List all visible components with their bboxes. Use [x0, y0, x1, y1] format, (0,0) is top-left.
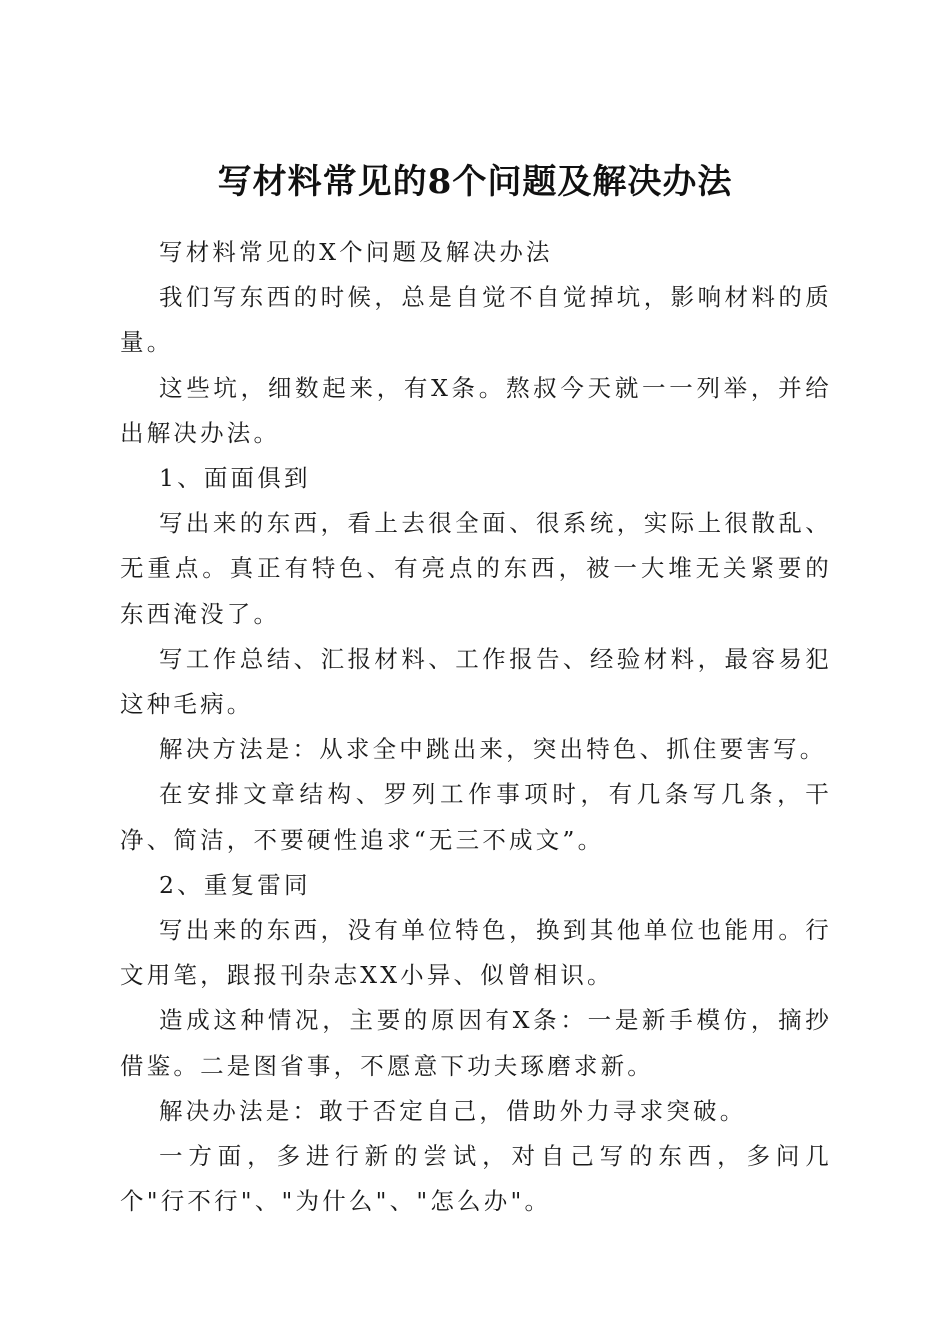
paragraph: 这些坑，细数起来，有X条。熬叔今天就一一列举，并给出解决办法。 [120, 373, 832, 447]
section-heading: 1、面面俱到 [159, 464, 311, 493]
paragraph: 写出来的东西，没有单位特色，换到其他单位也能用。行文用笔，跟报刊杂志XX小异、似曾相识。 [120, 916, 832, 990]
paragraph: 写出来的东西，看上去很全面、很系统，实际上很散乱、无重点。真正有特色、有亮点的东西，被一大堆无关紧要的东西淹没了。 [120, 509, 832, 628]
paragraph: 解决方法是：从求全中跳出来，突出特色、抓住要害写。 [159, 735, 827, 764]
paragraph: 在安排文章结构、罗列工作事项时，有几条写几条，干净、简洁，不要硬性追求“无三不成文”。 [120, 780, 832, 854]
document-title: 写材料常见的8个问题及解决办法 [217, 161, 733, 202]
paragraph: 解决办法是：敢于否定自己，借助外力寻求突破。 [159, 1096, 747, 1125]
document-body [120, 230, 832, 1224]
paragraph: 我们写东西的时候，总是自觉不自觉掉坑，影响材料的质量。 [120, 283, 832, 357]
paragraph: 写工作总结、汇报材料、工作报告、经验材料，最容易犯这种毛病。 [120, 644, 832, 719]
paragraph: 一方面，多进行新的尝试，对自己写的东西，多问几个"行不行"、"为什么"、"怎么办"。 [120, 1142, 832, 1216]
section-heading: 2、重复雷同 [159, 870, 311, 899]
paragraph: 造成这种情况，主要的原因有X条：一是新手模仿，摘抄借鉴。二是图省事，不愿意下功夫琢磨求新。 [120, 1006, 832, 1080]
paragraph: 写材料常见的X个问题及解决办法 [159, 238, 553, 266]
